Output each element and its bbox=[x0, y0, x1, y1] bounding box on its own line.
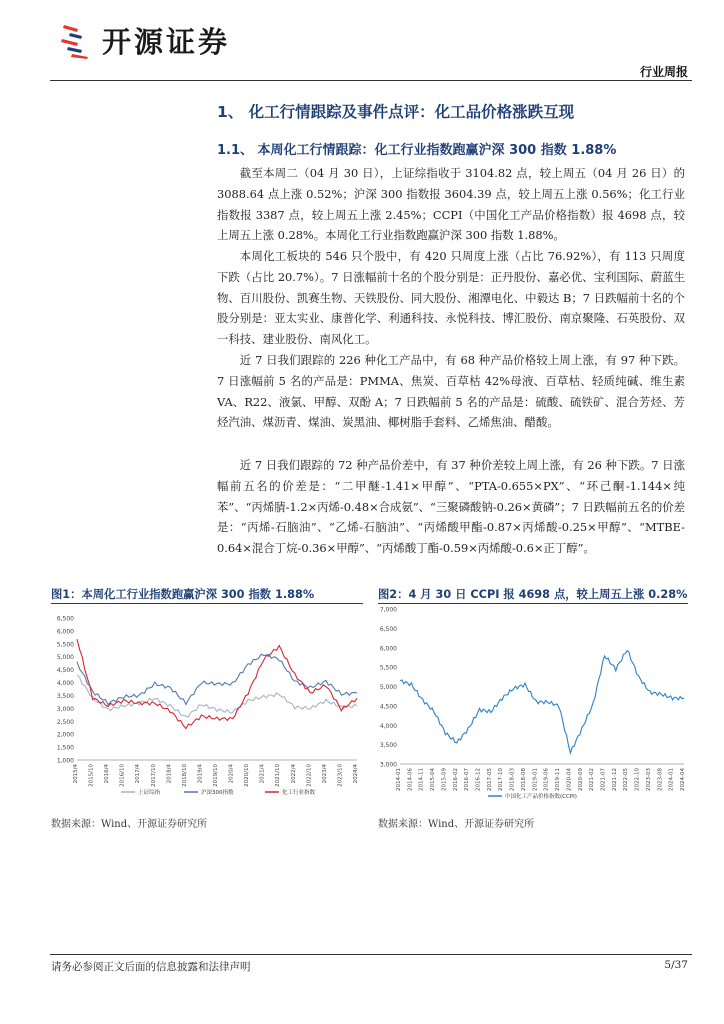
y-tick-label: 6,000 bbox=[379, 645, 397, 653]
brand-logo bbox=[60, 20, 230, 61]
x-tick-label: 2017-10 bbox=[498, 768, 505, 791]
x-tick-label: 2023-08 bbox=[657, 768, 664, 791]
x-tick-label: 2016/10 bbox=[119, 764, 126, 787]
y-tick-label: 6,000 bbox=[56, 628, 74, 636]
x-tick-label: 2020/4 bbox=[228, 764, 235, 784]
legend-label: 化工行业指数 bbox=[282, 790, 316, 796]
x-tick-label: 2016-07 bbox=[464, 768, 471, 791]
y-tick-label: 5,500 bbox=[56, 641, 74, 649]
x-tick-label: 2015/4 bbox=[73, 764, 79, 784]
y-tick-label: 4,000 bbox=[56, 680, 74, 688]
x-tick-label: 2022-05 bbox=[623, 768, 630, 791]
x-tick-label: 2024-04 bbox=[680, 768, 686, 791]
y-tick-label: 2,500 bbox=[56, 718, 74, 726]
x-tick-label: 2014-01 bbox=[396, 768, 402, 791]
y-tick-label: 5,000 bbox=[379, 684, 397, 691]
y-tick-label: 1,500 bbox=[56, 744, 74, 752]
x-tick-label: 2021-12 bbox=[611, 768, 618, 791]
x-tick-label: 2017/4 bbox=[135, 764, 142, 784]
x-tick-label: 2017-05 bbox=[486, 768, 493, 791]
series-line-0 bbox=[400, 651, 684, 754]
y-tick-label: 3,500 bbox=[56, 692, 74, 700]
y-tick-label: 5,500 bbox=[379, 664, 397, 672]
x-tick-label: 2019-11 bbox=[555, 768, 562, 791]
x-tick-label: 2018-08 bbox=[520, 768, 527, 791]
y-tick-label: 6,500 bbox=[379, 625, 397, 633]
subsection-heading: 1.1、 本周化工行情跟踪：化工行业指数跑赢沪深 300 指数 1.88% bbox=[217, 143, 617, 158]
y-tick-label: 5,000 bbox=[56, 654, 74, 662]
x-tick-label: 2015-04 bbox=[430, 768, 437, 791]
x-tick-label: 2023-03 bbox=[645, 768, 652, 791]
figure2-divider bbox=[378, 603, 688, 604]
legend-label: 上证综指 bbox=[138, 790, 161, 796]
x-tick-label: 2020-09 bbox=[577, 768, 584, 791]
x-tick-label: 2020-04 bbox=[566, 768, 573, 791]
x-tick-label: 2019-06 bbox=[543, 768, 550, 791]
x-tick-label: 2019/10 bbox=[213, 764, 219, 787]
x-tick-label: 2018-03 bbox=[509, 768, 516, 791]
paragraph-stock-moves: 本周化工板块的 546 只个股中，有 420 只周度上涨（占比 76.92%），有 113 只周度下跌（占比 20.7%）。7 日涨幅前十名的个股分别是：正丹股份、嘉必优、宝利国际、蔚蓝生物、百川股份、凯赛生物、天铁股份、同大股份、湘潭电化、中毅达 B；7 日跌幅前十名的个股分别是：亚太实业、康普化学、利通科技、永悦科技、博汇股份、南京聚隆、石英股份、双一科技、建业股份、南风化工。 bbox=[217, 249, 685, 347]
figure2-title: 图2：4 月 30 日 CCPI 报 4698 点，较上周五上涨 0.28% bbox=[378, 588, 688, 601]
footer-disclaimer: 请务必参阅正文后面的信息披露和法律声明 bbox=[51, 961, 251, 973]
x-tick-label: 2022/4 bbox=[290, 764, 297, 784]
page-number: 5/37 bbox=[664, 959, 688, 971]
x-tick-label: 2022-10 bbox=[634, 768, 641, 791]
paragraph-product-prices: 近 7 日我们跟踪的 226 种化工产品中，有 68 种产品价格较上周上涨，有 97 种下跌。7 日涨幅前 5 名的产品是：PMMA、焦炭、百草枯 42%母液、百草枯、轻质纯碱、维生素 VA、R22、液氯、甲醇、双酚 A；7 日跌幅前 5 名的产品是：硫酸、硫铁矿、混合芳烃、芳烃汽油、煤沥青、煤油、炭黑油、椰树脂手套料、乙烯焦油、醋酸。 bbox=[217, 353, 685, 430]
legend-label: 中国化工产品价格指数(CCPI) bbox=[505, 794, 577, 800]
footer-divider bbox=[50, 954, 692, 955]
y-tick-label: 7,000 bbox=[379, 606, 397, 614]
x-tick-label: 2024/4 bbox=[353, 764, 359, 784]
x-tick-label: 2020/10 bbox=[244, 764, 251, 787]
x-tick-label: 2016/4 bbox=[104, 764, 111, 784]
x-tick-label: 2024-01 bbox=[668, 768, 675, 791]
y-tick-label: 4,000 bbox=[379, 722, 397, 730]
x-tick-label: 2018/4 bbox=[166, 764, 173, 784]
x-tick-label: 2023/10 bbox=[337, 764, 344, 787]
figure1-source: 数据来源：Wind、开源证券研究所 bbox=[51, 819, 208, 830]
x-tick-label: 2015/10 bbox=[88, 764, 95, 787]
series-line-1 bbox=[77, 654, 357, 705]
x-tick-label: 2023/4 bbox=[321, 764, 328, 784]
page-header bbox=[0, 0, 724, 80]
y-tick-label: 1,000 bbox=[56, 757, 74, 765]
paragraph-price-spreads: 近 7 日我们跟踪的 72 种产品价差中，有 37 种价差较上周上涨，有 26 种下跌。7 日涨幅前五名的价差是：“二甲醚-1.41×甲醇”、“PTA-0.655×PX”、“环己酮-1.144×纯苯”、“丙烯腈-1.2×丙烯-0.48×合成氨”、“三聚磷酸钠-0.26×黄磷”；7 日跌幅前五名的价差是：“丙烯-石脑油”、“乙烯-石脑油”、“丙烯酸甲酯-0.87×丙烯酸-0.25×甲醇”、“MTBE-0.64×混合丁烷-0.36×甲醇”、“丙烯酸丁酯-0.59×丙烯酸-0.6×正丁醇”。 bbox=[217, 458, 685, 556]
y-tick-label: 3,000 bbox=[56, 705, 74, 713]
y-tick-label: 4,500 bbox=[379, 703, 397, 711]
chart-ccpi bbox=[378, 606, 688, 806]
brand-mark-icon bbox=[60, 23, 94, 59]
x-tick-label: 2021-07 bbox=[600, 768, 607, 791]
x-tick-label: 2015-09 bbox=[441, 768, 448, 791]
legend-label: 沪深300指数 bbox=[201, 790, 234, 796]
x-tick-label: 2021-02 bbox=[589, 768, 596, 791]
chart-index-comparison bbox=[51, 606, 363, 806]
x-tick-label: 2019-01 bbox=[532, 768, 539, 791]
x-tick-label: 2016-02 bbox=[452, 768, 459, 791]
paragraph-market-summary: 截至本周二（04 月 30 日），上证综指收于 3104.82 点，较上周五（04 月 26 日）的 3088.64 点上涨 0.52%；沪深 300 指数报 3604.39 点，较上周五上涨 0.56%；化工行业指数报 3387 点，较上周五上涨 2.45%；CCPI（中国化工产品价格指数）报 4698 点，较上周五上涨 0.28%。本周化工行业指数跑赢沪深 300 指数 1.88%。 bbox=[217, 166, 685, 243]
x-tick-label: 2021/4 bbox=[259, 764, 266, 784]
section-heading: 1、 化工行情跟踪及事件点评：化工品价格涨跌互现 bbox=[217, 103, 575, 121]
y-tick-label: 3,000 bbox=[379, 761, 397, 769]
figure2-source: 数据来源：Wind、开源证券研究所 bbox=[378, 819, 535, 830]
x-tick-label: 2017/10 bbox=[150, 764, 157, 787]
figure1-divider bbox=[51, 603, 363, 604]
y-tick-label: 3,500 bbox=[379, 742, 397, 750]
x-tick-label: 2021/10 bbox=[275, 764, 282, 787]
figure1-title: 图1：本周化工行业指数跑赢沪深 300 指数 1.88% bbox=[51, 588, 315, 601]
report-type-tag: 行业周报 bbox=[639, 65, 688, 79]
y-tick-label: 4,500 bbox=[56, 667, 74, 675]
series-line-0 bbox=[77, 675, 357, 717]
x-tick-label: 2019/4 bbox=[197, 764, 204, 784]
brand-name: 开源证券 bbox=[102, 25, 231, 59]
header-divider bbox=[50, 80, 692, 81]
x-tick-label: 2016-12 bbox=[475, 768, 482, 791]
x-tick-label: 2022/10 bbox=[306, 764, 313, 787]
x-tick-label: 2014-06 bbox=[407, 768, 414, 791]
y-tick-label: 2,000 bbox=[56, 731, 74, 739]
x-tick-label: 2014-11 bbox=[418, 768, 425, 791]
x-tick-label: 2018/10 bbox=[181, 764, 188, 787]
y-tick-label: 6,500 bbox=[56, 615, 74, 623]
